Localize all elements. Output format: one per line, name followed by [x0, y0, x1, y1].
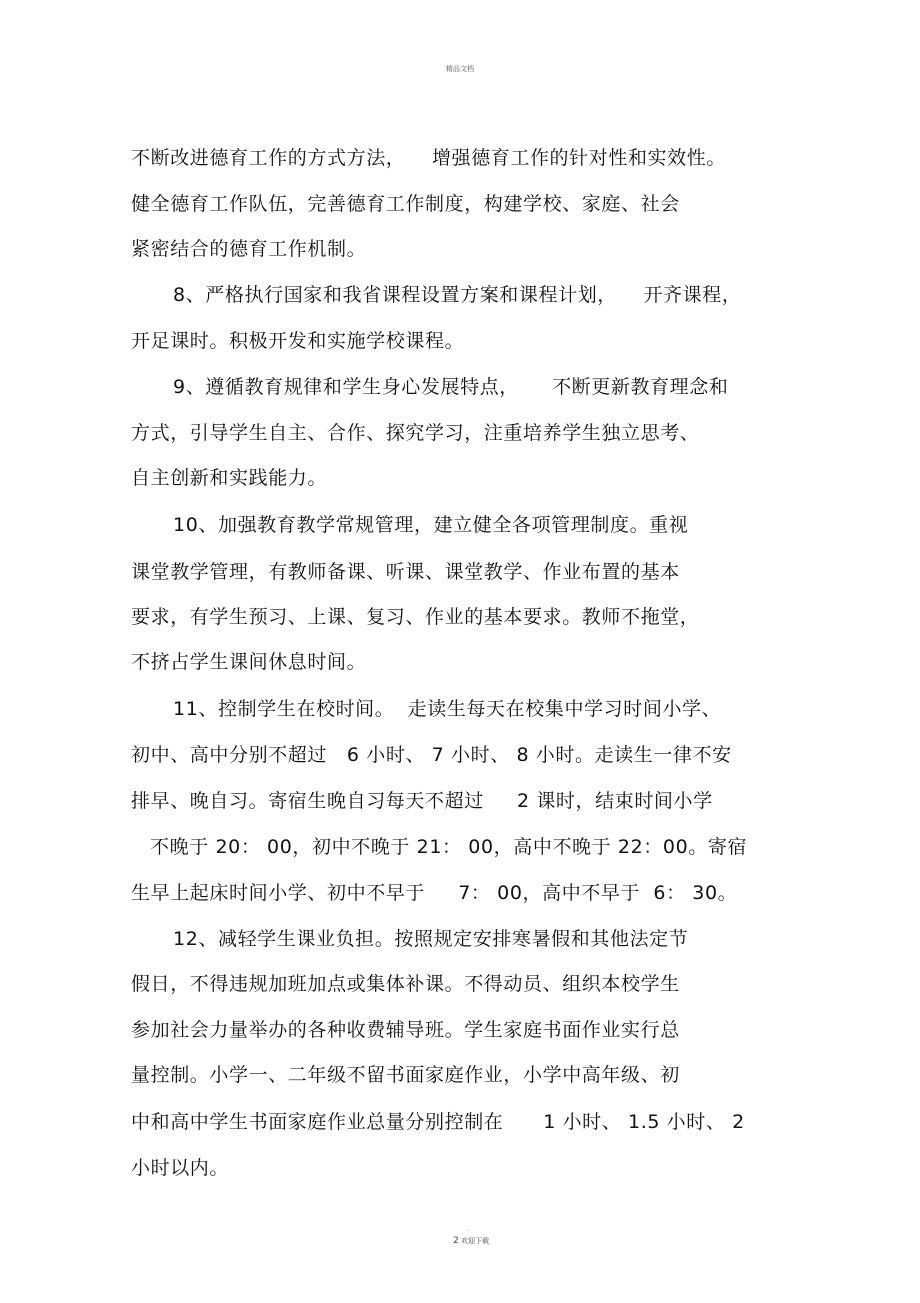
page-header: 精品文档	[446, 65, 474, 73]
text-line: 开足课时。积极开发和实施学校课程。	[131, 330, 465, 352]
text-line: 健全德育工作队伍，完善德育工作制度，构建学校、家庭、社会	[131, 193, 680, 215]
text-line: 不断改进德育工作的方式方法， 增强德育工作的针对性和实效性。	[131, 147, 726, 169]
footer-text: 欢迎下载	[460, 1237, 489, 1245]
page-number: 2	[453, 1236, 459, 1246]
text-line: 假日，不得违规加班加点或集体补课。不得动员、组织本校学生	[131, 973, 680, 995]
page-footer	[453, 1236, 489, 1246]
text-line: 12、减轻学生课业负担。按照规定安排寒暑假和其他法定节	[173, 928, 689, 950]
text-line: 生早上起床时间小学、初中不早于 7： 00，高中不早于 6： 30。	[131, 882, 738, 904]
text-line: 参加社会力量举办的各种收费辅导班。学生家庭书面作业实行总	[131, 1019, 680, 1041]
footer-dot: .	[467, 1226, 469, 1233]
text-line: 紧密结合的德育工作机制。	[131, 238, 367, 260]
text-line: 不晚于 20： 00，初中不晚于 21： 00，高中不晚于 22：00。寄宿	[150, 836, 748, 858]
text-line: 9、遵循教育规律和学生身心发展特点， 不断更新教育理念和	[173, 376, 729, 398]
text-line: 初中、高中分别不超过 6 小时、 7 小时、 8 小时。走读生一律不安	[131, 744, 732, 766]
text-line: 课堂教学管理，有教师备课、听课、课堂教学、作业布置的基本	[131, 561, 680, 583]
text-line: 小时以内。	[131, 1157, 230, 1179]
text-line: 11、控制学生在校时间。 走读生每天在校集中学习时间小学、	[173, 698, 722, 720]
text-line: 不挤占学生课间休息时间。	[131, 651, 367, 673]
text-line: 自主创新和实践能力。	[131, 467, 328, 489]
text-line: 10、加强教育教学常规管理，建立健全各项管理制度。重视	[173, 514, 689, 536]
text-line: 要求，有学生预习、上课、复习、作业的基本要求。教师不拖堂，	[131, 606, 700, 628]
text-line: 8、严格执行国家和我省课程设置方案和课程计划， 开齐课程，	[173, 284, 742, 306]
text-line: 量控制。小学一、二年级不留书面家庭作业，小学中高年级、初	[131, 1064, 680, 1086]
text-line: 排早、晚自习。寄宿生晚自习每天不超过 2 课时，结束时间小学	[131, 790, 713, 812]
text-line: 中和高中学生书面家庭作业总量分别控制在 1 小时、 1.5 小时、 2	[131, 1111, 745, 1133]
text-line: 方式，引导学生自主、合作、探究学习，注重培养学生独立思考、	[131, 422, 700, 444]
